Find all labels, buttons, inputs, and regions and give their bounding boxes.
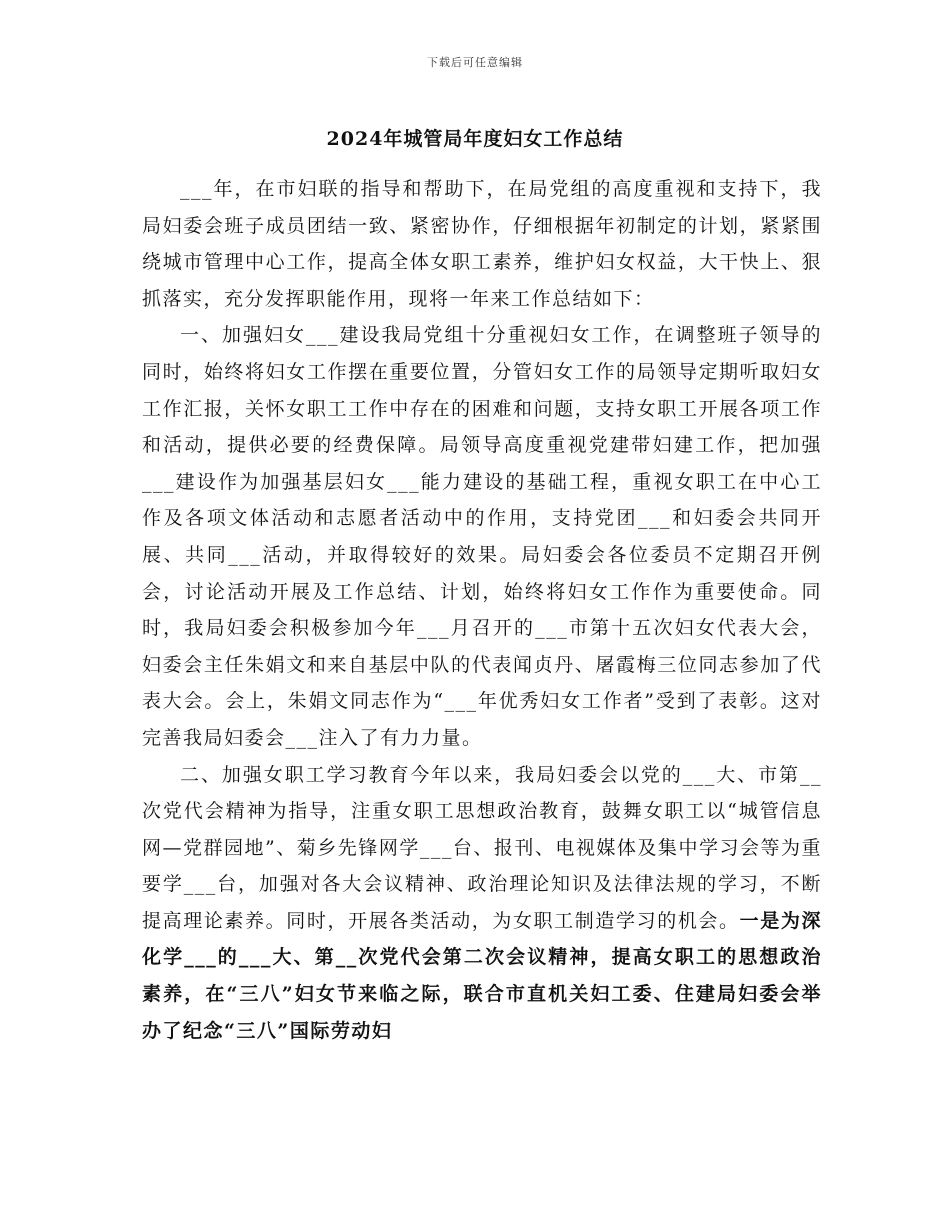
paragraph-section-2	[142, 757, 822, 1050]
paragraph-section-1: 一、加强妇女___建设我局党组十分重视妇女工作，在调整班子领导的同时，始终将妇女工作摆在重要位置，分管妇女工作的局领导定期听取妇女工作汇报，关怀女职工工作中存在的困难和问题，支持女职工开展各项工作和活动，提供必要的经费保障。局领导高度重视党建带妇建工作，把加强___建设作为加强基层妇女___能力建设的基础工程，重视女职工在中心工作及各项文体活动和志愿者活动中的作用，支持党团___和妇委会共同开展、共同___活动，并取得较好的效果。局妇委会各位委员不定期召开例会，讨论活动开展及工作总结、计划，始终将妇女工作作为重要使命。同时，我局妇委会积极参加今年___月召开的___市第十五次妇女代表大会，妇委会主任朱娟文和来自基层中队的代表闻贞丹、屠霞梅三位同志参加了代表大会。会上，朱娟文同志作为“___年优秀妇女工作者”受到了表彰。这对完善我局妇委会___注入了有力力量。	[142, 324, 822, 749]
document-title: 2024年城管局年度妇女工作总结	[326, 128, 624, 150]
paragraph-section-2-text: 二、加强女职工学习教育今年以来，我局妇委会以党的___大、市第__次党代会精神为指导，注重女职工思想政治教育，鼓舞女职工以“城管信息网—党群园地”、菊乡先锋网学___台、报刊、电视媒体及集中学习会等为重要学___台，加强对各大会议精神、政治理论知识及法律法规的学习，不断提高理论素养。同时，开展各类活动，为女职工制造学习的机会。	[142, 763, 822, 932]
paragraph-intro: ___年，在市妇联的指导和帮助下，在局党组的高度重视和支持下，我局妇委会班子成员团结一致、紧密协作，仔细根据年初制定的计划，紧紧围绕城市管理中心工作，提高全体女职工素养，维护妇女权益，大干快上、狠抓落实，充分发挥职能作用，现将一年来工作总结如下：	[142, 178, 822, 310]
header-note: 下载后可任意编辑	[427, 56, 523, 69]
paragraph-section-2-bold-text: 一是为深化学___的___大、第__次党代会第二次会议精神，提高女职工的思想政治素养，在“三八”妇女节来临之际，联合市直机关妇工委、住建局妇委会举办了纪念“三八”国际劳动妇	[142, 909, 822, 1042]
document-body	[142, 171, 822, 1049]
